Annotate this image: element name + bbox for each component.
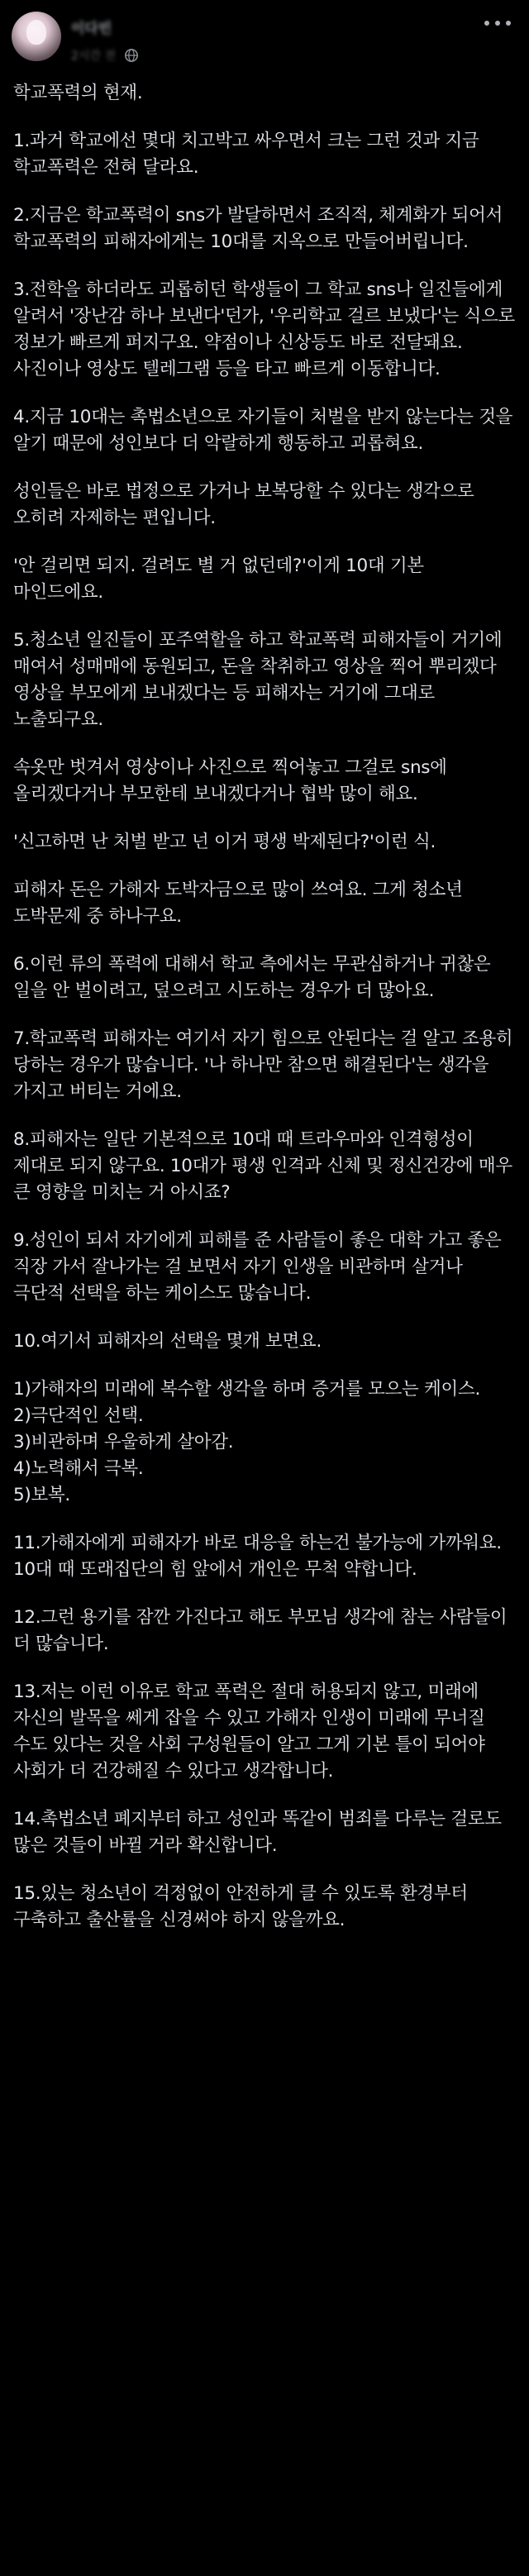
post-paragraph-19: 13.저는 이런 이유로 학교 폭력은 절대 허용되지 않고, 미래에 자신의 발목을 쎄게 잡을 수 있고 가해자 인생이 미래에 무너질 수도 있다는 것을 사회 구성원들이 알고 그게 기본 틀이 되어야 사회가 더 건강해질 수 있다고 생각합니다.: [13, 1682, 491, 1782]
post-paragraph-17: 11.가해자에게 피해자가 바로 대응을 하는건 불가능에 가까워요. 10대 때 또래집단의 힘 앞에서 개인은 무척 약합니다.: [13, 1533, 508, 1580]
more-dots-icon: [484, 21, 489, 26]
post-paragraph-18: 12.그런 용기를 잠깐 가진다고 해도 부모님 생각에 참는 사람들이 더 많습니다.: [13, 1607, 512, 1654]
post-paragraph-8: 속옷만 벗겨서 영상이나 사진으로 찍어놓고 그걸로 sns에 올리겠다거나 부모한테 보내겠다거나 협박 많이 해요.: [13, 757, 453, 804]
post-paragraph-20: 14.촉법소년 폐지부터 하고 성인과 똑같이 범죄를 다루는 걸로도 많은 것들이 바뀔 거라 확신합니다.: [13, 1809, 508, 1856]
more-options-button[interactable]: [484, 13, 511, 33]
post-paragraph-21: 15.있는 청소년이 걱정없이 안전하게 클 수 있도록 환경부터 구축하고 출산률을 신경써야 하지 않을까요.: [13, 1883, 474, 1930]
post-paragraph-3: 3.전학을 하더라도 괴롭히던 학생들이 그 학교 sns나 일진들에게 알려서 '장난감 하나 보낸다'던가, '우리학교 걸르 보냈다'는 식으로 정보가 빠르게 퍼지구요. 약점이나 신상등도 바로 전달돼요. 사진이나 영상도 텔레그램 등을 타고 빠르게 이동합니다.: [13, 279, 521, 379]
author-name[interactable]: 이다빈: [71, 21, 112, 37]
more-dot: [506, 21, 511, 26]
post-timestamp[interactable]: 2시간 전: [71, 50, 116, 63]
avatar[interactable]: [12, 12, 61, 61]
post-paragraph-2: 2.지금은 학교폭력이 sns가 발달하면서 조직적, 체계화가 되어서 학교폭력의 피해자에게는 10대를 지옥으로 만들어버립니다.: [13, 205, 508, 252]
post-paragraph-4: 4.지금 10대는 촉법소년으로 자기들이 처벌을 받지 않는다는 것을 알기 때문에 성인보다 더 악랄하게 행동하고 괴롭혀요.: [13, 407, 518, 454]
globe-icon: [124, 48, 139, 63]
post-paragraph-5: 성인들은 바로 법정으로 가거나 보복당할 수 있다는 생각으로 오히려 자제하는 편입니다.: [13, 481, 480, 528]
more-dot: [495, 21, 500, 26]
post-paragraph-14: 9.성인이 되서 자기에게 피해를 준 사람들이 좋은 대학 가고 좋은 직장 가서 잘나가는 걸 보면서 자기 인생을 비관하며 살거나 극단적 선택을 하는 케이스도 많습니다.: [13, 1230, 507, 1304]
post-paragraph-11: 6.이런 류의 폭력에 대해서 학교 측에서는 무관심하거나 귀찮은 일을 안 벌이려고, 덮으려고 시도하는 경우가 더 많아요.: [13, 954, 496, 1001]
post-paragraph-10: 피해자 돈은 가해자 도박자금으로 많이 쓰여요. 그게 청소년 도박문제 중 하나구요.: [13, 880, 469, 927]
post-header: [0, 0, 529, 79]
post-meta: [71, 48, 139, 63]
post-paragraph-16: 1)가해자의 미래에 복수할 생각을 하며 증거를 모으는 케이스. 2)극단적인 선택. 3)비관하며 우울하게 살아감. 4)노력해서 극복. 5)보복.: [13, 1379, 480, 1505]
post-paragraph-1: 1.과거 학교에선 몇대 치고박고 싸우면서 크는 그런 것과 지금 학교폭력은 전혀 달라요.: [13, 131, 484, 178]
post-title: 학교폭력의 현재.: [13, 83, 143, 103]
post-paragraph-15: 10.여기서 피해자의 선택을 몇개 보면요.: [13, 1331, 322, 1352]
post-paragraph-6: '안 걸리면 되지. 걸려도 별 거 없던데?'이게 10대 기본 마인드에요.: [13, 556, 430, 603]
post-paragraph-12: 7.학교폭력 피해자는 여기서 자기 힘으로 안된다는 걸 알고 조용히 당하는 경우가 많습니다. '나 하나만 참으면 해결된다'는 생각을 가지고 버티는 거에요.: [13, 1028, 518, 1102]
post-paragraph-13: 8.피해자는 일단 기본적으로 10대 때 트라우마와 인격형성이 제대로 되지 않구요. 10대가 평생 인격과 신체 및 정신건강에 매우 큰 영향을 미치는 거 아시죠?: [13, 1129, 518, 1203]
post-paragraph-7: 5.청소년 일진들이 포주역할을 하고 학교폭력 피해자들이 거기에 매여서 성매매에 동원되고, 돈을 착취하고 영상을 찍어 뿌리겠다 영상을 부모에게 보내겠다는 등 피해자는 거기에 그대로 노출되구요.: [13, 630, 508, 730]
post-paragraph-9: '신고하면 난 처벌 받고 넌 이거 평생 박제된다?'이런 식.: [13, 832, 436, 852]
post-body: [13, 80, 521, 1955]
